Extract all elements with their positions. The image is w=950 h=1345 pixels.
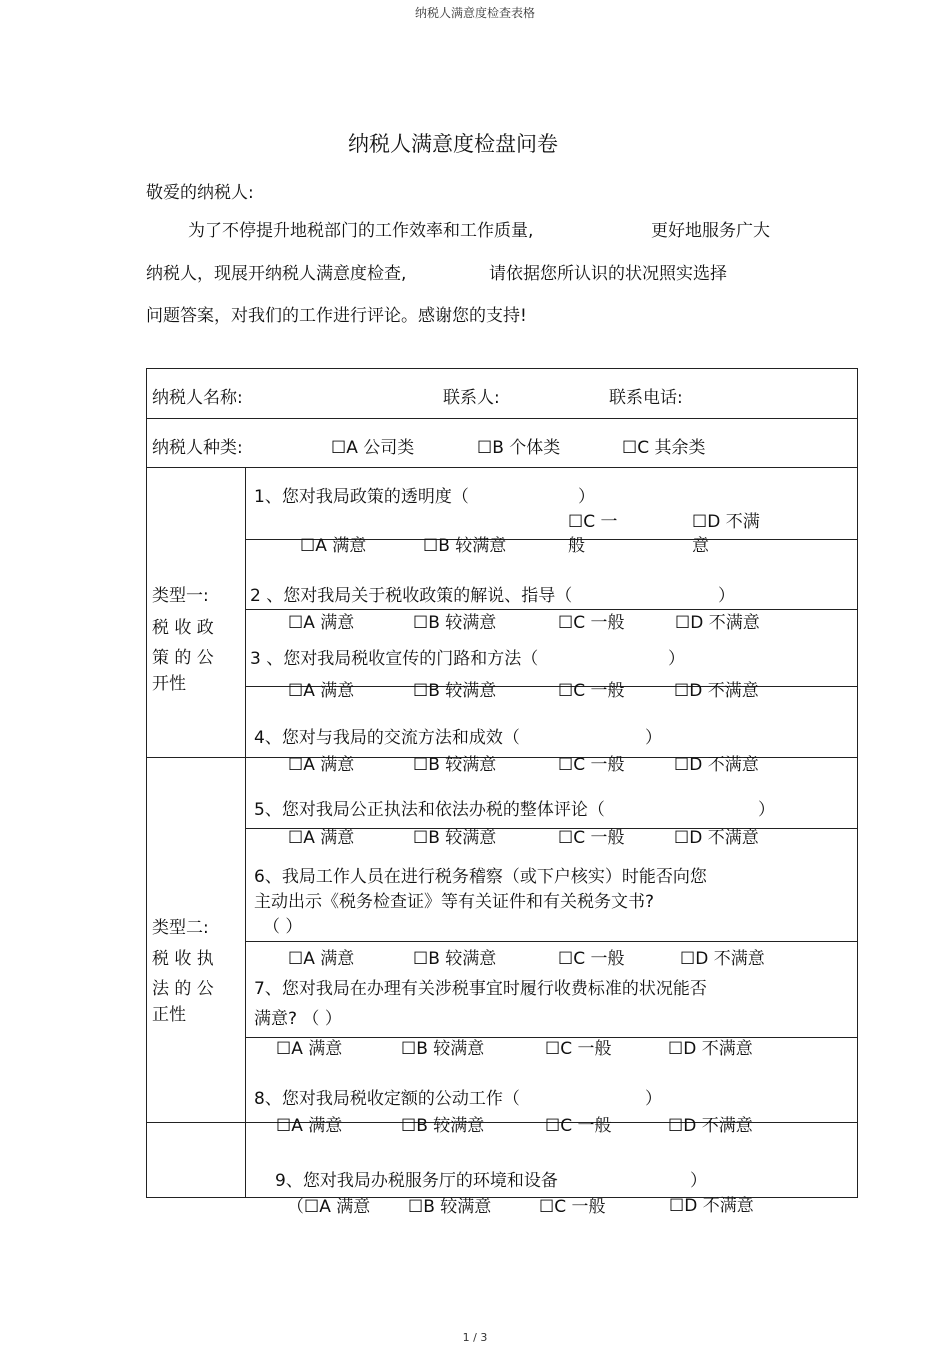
- q2-option-d[interactable]: ☐D 不满意: [675, 613, 760, 633]
- intro-line-2a: 纳税人，现展开纳税人满意度检查,: [146, 264, 407, 284]
- q3-option-c[interactable]: ☐C 一般: [558, 681, 625, 701]
- intro-line-1b: 更好地服务广大: [651, 221, 770, 241]
- answer-paren: ）: [668, 649, 685, 669]
- answer-paren: ）: [758, 800, 775, 820]
- q8-option-b[interactable]: ☐B 较满意: [401, 1116, 485, 1136]
- category-2-line: 法 的 公: [152, 979, 214, 999]
- q4-option-d[interactable]: ☐D 不满意: [674, 755, 759, 775]
- page-number: 1 / 3: [462, 1331, 488, 1344]
- q1-option-d-cont: 意: [692, 536, 709, 556]
- greeting: 敬爱的纳税人:: [146, 183, 254, 203]
- answer-paren: （ ）: [263, 917, 303, 937]
- q1-option-c[interactable]: ☐C 一: [568, 512, 618, 532]
- question-1: 1、您对我局政策的透明度（: [254, 487, 469, 507]
- q5-option-d[interactable]: ☐D 不满意: [674, 828, 759, 848]
- q7-option-c[interactable]: ☐C 一般: [545, 1039, 612, 1059]
- answer-paren: ）: [645, 1089, 662, 1109]
- category-1-title: 类型一:: [152, 586, 209, 606]
- q5-option-b[interactable]: ☐B 较满意: [413, 828, 497, 848]
- q9-option-c[interactable]: ☐C 一般: [539, 1197, 606, 1217]
- contact-phone-label: 联系电话:: [609, 388, 683, 408]
- q4-option-c[interactable]: ☐C 一般: [558, 755, 625, 775]
- q8-option-a[interactable]: ☐A 满意: [276, 1116, 343, 1136]
- q1-option-a[interactable]: ☐A 满意: [300, 536, 367, 556]
- q8-option-d[interactable]: ☐D 不满意: [668, 1116, 753, 1136]
- q7-option-d[interactable]: ☐D 不满意: [668, 1039, 753, 1059]
- type-option-b[interactable]: ☐B 个体类: [477, 438, 561, 458]
- q3-option-b[interactable]: ☐B 较满意: [413, 681, 497, 701]
- question-9: 9、您对我局办税服务厅的环境和设备: [275, 1171, 558, 1191]
- question-6: 6、我局工作人员在进行税务稽察（或下户核实）时能否向您: [254, 867, 707, 887]
- category-1-line: 策 的 公: [152, 648, 214, 668]
- q1-option-b[interactable]: ☐B 较满意: [423, 536, 507, 556]
- q7-option-a[interactable]: ☐A 满意: [276, 1039, 343, 1059]
- question-5: 5、您对我局公正执法和依法办税的整体评论（: [254, 800, 605, 820]
- q3-option-d[interactable]: ☐D 不满意: [674, 681, 759, 701]
- q2-option-a[interactable]: ☐A 满意: [288, 613, 355, 633]
- running-header: 纳税人满意度检查表格: [414, 6, 535, 20]
- q2-option-b[interactable]: ☐B 较满意: [413, 613, 497, 633]
- taxpayer-name-label: 纳税人名称:: [152, 388, 243, 408]
- answer-paren: ）: [578, 487, 595, 507]
- q3-option-a[interactable]: ☐A 满意: [288, 681, 355, 701]
- question-3: 3 、您对我局税收宣传的门路和方法（: [250, 649, 539, 669]
- answer-paren: ）: [718, 586, 735, 606]
- answer-paren: ）: [645, 728, 662, 748]
- q9-option-d[interactable]: ☐D 不满意: [669, 1196, 754, 1216]
- q8-option-c[interactable]: ☐C 一般: [545, 1116, 612, 1136]
- intro-line-2b: 请依据您所认识的状况照实选择: [489, 264, 727, 284]
- intro-line-1a: 为了不停提升地税部门的工作效率和工作质量,: [188, 221, 534, 241]
- q9-option-b[interactable]: ☐B 较满意: [408, 1197, 492, 1217]
- q5-option-c[interactable]: ☐C 一般: [558, 828, 625, 848]
- q1-option-d[interactable]: ☐D 不满: [692, 512, 760, 532]
- q6-option-c[interactable]: ☐C 一般: [558, 949, 625, 969]
- category-1-line: 税 收 政: [152, 618, 214, 638]
- q9-option-a[interactable]: （☐A 满意: [287, 1197, 371, 1217]
- question-7-cont: 满意? （ ）: [254, 1009, 342, 1029]
- q4-option-b[interactable]: ☐B 较满意: [413, 755, 497, 775]
- category-2-title: 类型二:: [152, 918, 209, 938]
- q6-option-a[interactable]: ☐A 满意: [288, 949, 355, 969]
- type-option-a[interactable]: ☐A 公司类: [331, 438, 415, 458]
- contact-person-label: 联系人:: [443, 388, 500, 408]
- question-7: 7、您对我局在办理有关涉税事宜时履行收费标准的状况能否: [254, 979, 707, 999]
- question-8: 8、您对我局税收定额的公动工作（: [254, 1089, 520, 1109]
- taxpayer-type-label: 纳税人种类:: [152, 438, 243, 458]
- q2-option-c[interactable]: ☐C 一般: [558, 613, 625, 633]
- question-2: 2 、您对我局关于税收政策的解说、指导（: [250, 586, 573, 606]
- question-6-cont: 主动出示《税务检查证》等有关证件和有关税务文书?: [254, 892, 655, 912]
- q1-option-c-cont: 般: [568, 536, 585, 556]
- intro-line-3: 问题答案，对我们的工作进行评论。感谢您的支持!: [146, 306, 527, 326]
- q6-option-d[interactable]: ☐D 不满意: [680, 949, 765, 969]
- category-2-line: 正性: [152, 1005, 186, 1025]
- page-title: 纳税人满意度检盘问卷: [348, 132, 558, 156]
- q5-option-a[interactable]: ☐A 满意: [288, 828, 355, 848]
- type-option-c[interactable]: ☐C 其余类: [622, 438, 706, 458]
- question-4: 4、您对与我局的交流方法和成效（: [254, 728, 520, 748]
- q4-option-a[interactable]: ☐A 满意: [288, 755, 355, 775]
- answer-paren: ）: [690, 1171, 707, 1191]
- q7-option-b[interactable]: ☐B 较满意: [401, 1039, 485, 1059]
- category-1-line: 开性: [152, 674, 186, 694]
- q6-option-b[interactable]: ☐B 较满意: [413, 949, 497, 969]
- category-2-line: 税 收 执: [152, 949, 214, 969]
